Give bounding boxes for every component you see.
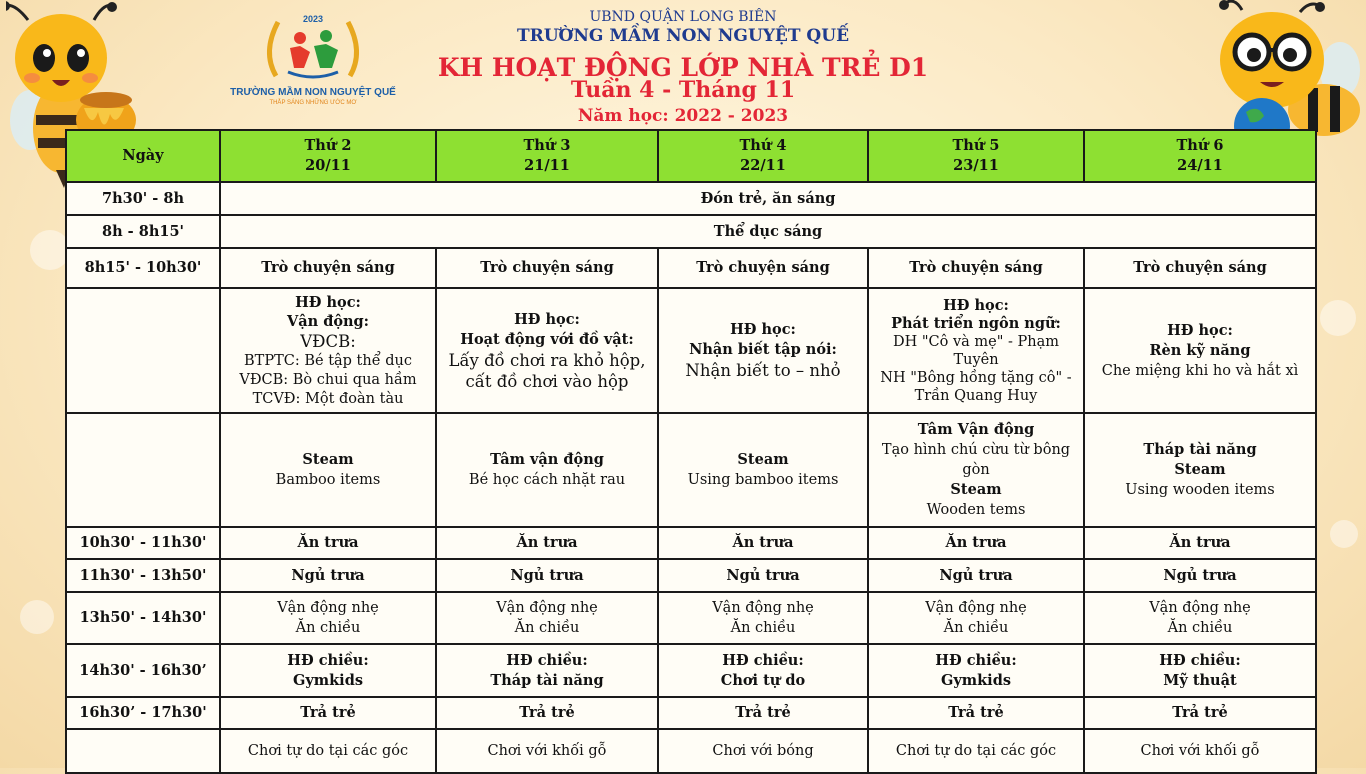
time-cell-empty <box>66 413 220 527</box>
lesson-text: BTPTC: Bé tập thể dục <box>244 352 412 369</box>
snack-line: Ăn chiều <box>295 620 361 636</box>
afternoon-cell <box>436 644 658 697</box>
day-header <box>868 130 1084 182</box>
day-date: 24/11 <box>1177 157 1223 174</box>
lesson-label: HĐ học: <box>514 310 580 328</box>
lesson-label: HĐ học: <box>295 293 361 311</box>
afternoon-label: HĐ chiều: <box>1159 651 1241 669</box>
time-cell-empty <box>66 288 220 413</box>
lesson-text: Che miệng khi ho và hắt xì <box>1101 362 1299 379</box>
time-cell: 11h30' - 13h50' <box>66 559 220 592</box>
corner-header: Ngày <box>66 130 220 182</box>
activity-title: Steam <box>302 451 354 468</box>
background-bokeh <box>1320 300 1356 336</box>
pickup-cell: Trả trẻ <box>658 697 868 729</box>
activity-text: Wooden tems <box>926 502 1026 518</box>
free-play-cell: Chơi với khối gỗ <box>436 729 658 773</box>
activity-cell <box>868 413 1084 527</box>
table-row <box>66 697 1316 729</box>
snack-cell <box>868 592 1084 644</box>
time-cell: 8h - 8h15' <box>66 215 220 248</box>
lesson-label: HĐ học: <box>730 321 796 338</box>
day-header <box>436 130 658 182</box>
chat-cell: Trò chuyện sáng <box>658 248 868 288</box>
activity-title: Steam <box>737 451 789 468</box>
activity-text: Using wooden items <box>1125 482 1275 498</box>
table-row <box>66 527 1316 559</box>
school-year: Năm học: 2022 - 2023 <box>577 106 789 126</box>
day-header <box>1084 130 1316 182</box>
afternoon-cell <box>658 644 868 697</box>
day-name: Thứ 5 <box>952 137 1000 154</box>
table-row <box>66 248 1316 288</box>
lesson-subject: Phát triển ngôn ngữ: <box>891 314 1061 332</box>
day-header <box>658 130 868 182</box>
nap-cell: Ngủ trưa <box>436 559 658 592</box>
lesson-text: Nhận biết to – nhỏ <box>685 361 841 380</box>
nap-cell: Ngủ trưa <box>868 559 1084 592</box>
nap-cell: Ngủ trưa <box>1084 559 1316 592</box>
activity-title: Tâm Vận động <box>917 421 1035 438</box>
activity-cell <box>436 413 658 527</box>
snack-line: Vận động nhẹ <box>277 600 379 616</box>
table-row <box>66 288 1316 413</box>
snack-line: Ăn chiều <box>730 620 796 636</box>
snack-line: Vận động nhẹ <box>712 600 814 616</box>
day-header <box>220 130 436 182</box>
afternoon-label: HĐ chiều: <box>287 651 369 669</box>
lesson-label: HĐ học: <box>1167 321 1233 339</box>
afternoon-activity: Tháp tài năng <box>490 671 604 689</box>
background-bokeh <box>1330 520 1358 548</box>
table-row <box>66 559 1316 592</box>
afternoon-activity: Gymkids <box>940 671 1011 689</box>
table-row <box>66 413 1316 527</box>
free-play-cell: Chơi với bóng <box>658 729 868 773</box>
lunch-cell: Ăn trưa <box>1084 527 1316 559</box>
lesson-subject: Hoạt động với đồ vật: <box>460 330 634 348</box>
lesson-text: TCVĐ: Một đoàn tàu <box>252 390 404 407</box>
background-bokeh <box>30 230 70 270</box>
table-header-row <box>66 130 1316 182</box>
time-cell: 16h30’ - 17h30' <box>66 697 220 729</box>
lesson-text: VĐCB: <box>300 331 356 351</box>
pickup-cell: Trả trẻ <box>1084 697 1316 729</box>
time-cell: 10h30' - 11h30' <box>66 527 220 559</box>
activity-title: Steam <box>1174 461 1226 478</box>
afternoon-cell <box>1084 644 1316 697</box>
lesson-cell <box>868 288 1084 413</box>
snack-line: Ăn chiều <box>514 620 580 636</box>
nap-cell: Ngủ trưa <box>220 559 436 592</box>
snack-line: Vận động nhẹ <box>496 600 598 616</box>
free-play-cell: Chơi tự do tại các góc <box>868 729 1084 773</box>
lesson-label: HĐ học: <box>943 296 1009 314</box>
afternoon-label: HĐ chiều: <box>506 651 588 669</box>
time-cell: 7h30' - 8h <box>66 182 220 215</box>
activity-text: Bé học cách nhặt rau <box>468 472 626 488</box>
chat-cell: Trò chuyện sáng <box>1084 248 1316 288</box>
pickup-cell: Trả trẻ <box>868 697 1084 729</box>
table-row <box>66 182 1316 215</box>
table-row <box>66 729 1316 773</box>
table-row <box>66 644 1316 697</box>
day-date: 22/11 <box>740 157 786 174</box>
snack-line: Ăn chiều <box>1167 620 1233 636</box>
lesson-subject: Vận động: <box>286 312 370 330</box>
free-play-cell: Chơi tự do tại các góc <box>220 729 436 773</box>
activity-text: Tạo hình chú cừu từ bông gòn <box>881 442 1071 478</box>
afternoon-label: HĐ chiều: <box>935 651 1017 669</box>
lesson-text: cất đồ chơi vào hộp <box>465 371 629 391</box>
day-name: Thứ 6 <box>1176 137 1224 154</box>
school-name: TRƯỜNG MẦM NON NGUYỆT QUẾ <box>516 26 850 46</box>
activity-text: Using bamboo items <box>687 472 839 488</box>
week-title: Tuần 4 - Tháng 11 <box>570 77 796 103</box>
time-cell: 8h15' - 10h30' <box>66 248 220 288</box>
activity-title: Steam <box>950 481 1002 498</box>
day-date: 20/11 <box>305 157 351 174</box>
day-name: Thứ 2 <box>304 137 352 154</box>
lesson-cell <box>1084 288 1316 413</box>
exercise-cell: Thể dục sáng <box>220 215 1316 248</box>
afternoon-activity: Chơi tự do <box>720 671 806 689</box>
lunch-cell: Ăn trưa <box>220 527 436 559</box>
welcome-cell: Đón trẻ, ăn sáng <box>220 182 1316 215</box>
snack-cell <box>220 592 436 644</box>
pickup-cell: Trả trẻ <box>436 697 658 729</box>
snack-line: Vận động nhẹ <box>925 600 1027 616</box>
lunch-cell: Ăn trưa <box>436 527 658 559</box>
logo-school-name: TRƯỜNG MẦM NON NGUYỆT QUẾ <box>230 87 396 98</box>
lesson-cell <box>436 288 658 413</box>
snack-cell <box>1084 592 1316 644</box>
snack-line: Ăn chiều <box>943 620 1009 636</box>
chat-cell: Trò chuyện sáng <box>868 248 1084 288</box>
lesson-text: DH "Cô và mẹ" - Phạm Tuyên <box>892 333 1060 368</box>
lesson-text: Lấy đồ chơi ra khỏ hộp, <box>448 350 646 370</box>
background-bokeh <box>20 600 54 634</box>
time-cell: 14h30' - 16h30’ <box>66 644 220 697</box>
day-name: Thứ 3 <box>523 137 571 154</box>
pickup-cell: Trả trẻ <box>220 697 436 729</box>
afternoon-activity: Mỹ thuật <box>1163 671 1237 689</box>
activity-cell <box>220 413 436 527</box>
activity-title: Tâm vận động <box>490 451 604 468</box>
lesson-cell <box>658 288 868 413</box>
lunch-cell: Ăn trưa <box>868 527 1084 559</box>
district-name: UBND QUẬN LONG BIÊN <box>589 9 777 25</box>
nap-cell: Ngủ trưa <box>658 559 868 592</box>
afternoon-activity: Gymkids <box>292 671 363 689</box>
chat-cell: Trò chuyện sáng <box>220 248 436 288</box>
afternoon-label: HĐ chiều: <box>722 651 804 669</box>
lesson-subject: Rèn kỹ năng <box>1149 341 1251 359</box>
table-row <box>66 215 1316 248</box>
activity-cell <box>658 413 868 527</box>
activity-text: Bamboo items <box>275 472 381 488</box>
snack-cell <box>658 592 868 644</box>
lesson-text: VĐCB: Bò chui qua hầm <box>239 371 417 388</box>
day-date: 23/11 <box>953 157 999 174</box>
logo-year: 2023 <box>302 14 324 24</box>
lesson-subject: Nhận biết tập nói: <box>689 341 837 358</box>
logo-slogan: THẮP SÁNG NHỮNG ƯỚC MƠ <box>269 100 357 106</box>
day-date: 21/11 <box>524 157 570 174</box>
lesson-text: NH "Bông hồng tặng cô" - Trần Quang Huy <box>880 369 1072 404</box>
lesson-cell <box>220 288 436 413</box>
snack-cell <box>436 592 658 644</box>
activity-title: Tháp tài năng <box>1143 441 1257 458</box>
time-cell: 13h50' - 14h30' <box>66 592 220 644</box>
afternoon-cell <box>220 644 436 697</box>
free-play-cell: Chơi với khối gỗ <box>1084 729 1316 773</box>
day-name: Thứ 4 <box>739 137 787 154</box>
table-row <box>66 592 1316 644</box>
activity-cell <box>1084 413 1316 527</box>
afternoon-cell <box>868 644 1084 697</box>
snack-line: Vận động nhẹ <box>1149 600 1251 616</box>
page-title: KH HOẠT ĐỘNG LỚP NHÀ TRẺ D1 <box>437 53 929 82</box>
time-cell-empty <box>66 729 220 773</box>
schedule-table <box>65 129 1317 774</box>
chat-cell: Trò chuyện sáng <box>436 248 658 288</box>
lunch-cell: Ăn trưa <box>658 527 868 559</box>
